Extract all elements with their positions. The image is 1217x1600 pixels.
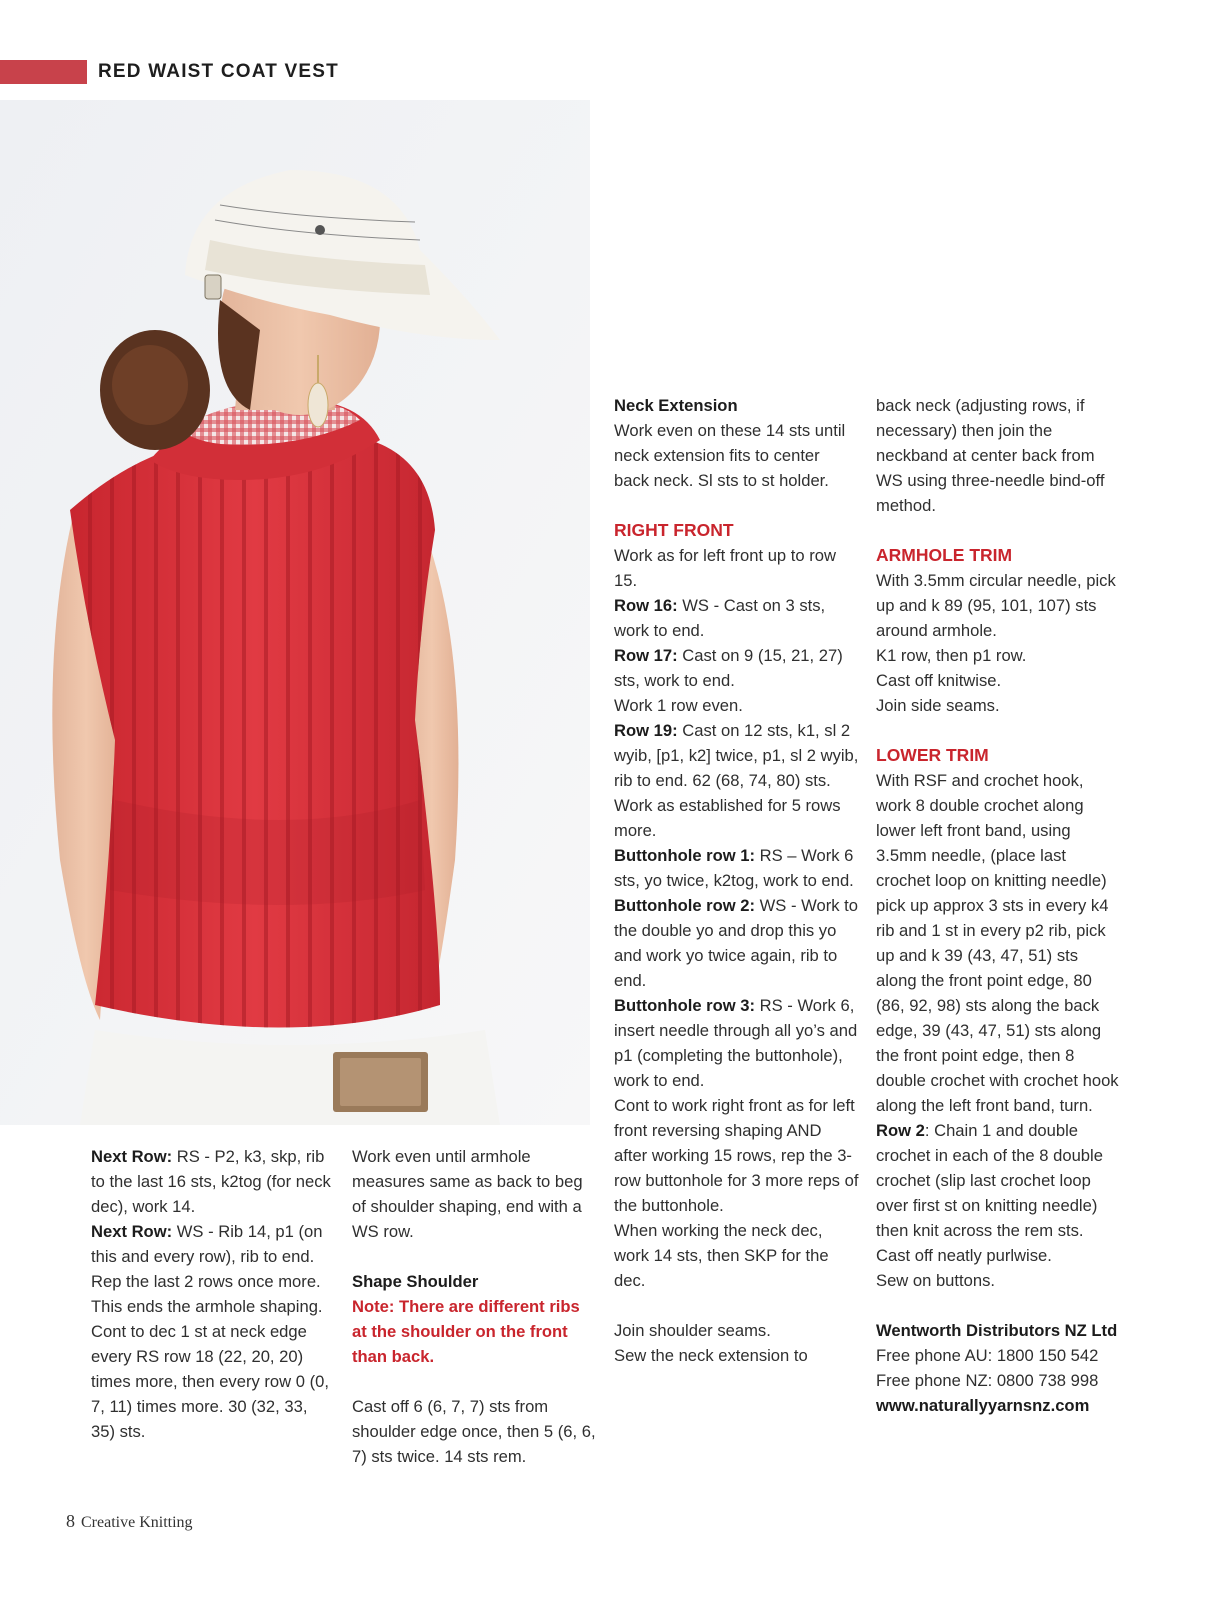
page-footer bbox=[66, 1511, 193, 1532]
paragraph: Buttonhole row 3: RS - Work 6, insert needle through all yo’s and p1 (completing the buttonhole), work to end. bbox=[614, 996, 858, 1090]
shape-shoulder-heading: Shape Shoulder bbox=[352, 1272, 479, 1291]
column-4 bbox=[876, 393, 1121, 1418]
row-label: Row 19: bbox=[614, 721, 678, 740]
phone-au: Free phone AU: 1800 150 542 bbox=[876, 1346, 1099, 1365]
website-link[interactable]: www.naturallyyarnsnz.com bbox=[876, 1396, 1090, 1415]
paragraph: Work 1 row even. bbox=[614, 696, 743, 715]
paragraph: Work even until armhole measures same as back to beg of shoulder shaping, end with a WS row. bbox=[352, 1147, 583, 1241]
paragraph: Work as established for 5 rows more. bbox=[614, 796, 841, 840]
magazine-name: Creative Knitting bbox=[81, 1514, 193, 1531]
paragraph: K1 row, then p1 row. bbox=[876, 646, 1027, 665]
paragraph: With RSF and crochet hook, work 8 double crochet along lower left front band, using 3.5mm needle, (place last crochet loop on knitting needle) pick up approx 3 sts in every k4 rib and 1 st in every p2 rib, pick up and k 39 (43, 47, 51) sts along the front point edge, 80 (86, 92, 98) sts along the back edge, 39 (43, 47, 51) sts along the front point edge, then 8 double crochet with crochet hook along the left front band, turn. bbox=[876, 771, 1119, 1115]
row-label: Next Row: bbox=[91, 1147, 173, 1166]
paragraph: Row 19: Cast on 12 sts, k1, sl 2 wyib, [p1, k2] twice, p1, sl 2 wyib, rib to end. 62 (68, 74, 80) sts. bbox=[614, 721, 859, 790]
column-3 bbox=[614, 393, 859, 1368]
paragraph: When working the neck dec, work 14 sts, then SKP for the dec. bbox=[614, 1221, 829, 1290]
paragraph: With 3.5mm circular needle, pick up and k 89 (95, 101, 107) sts around armhole. bbox=[876, 571, 1116, 640]
row-label: Buttonhole row 2: bbox=[614, 896, 756, 915]
column-1 bbox=[91, 1144, 336, 1444]
paragraph: Work as for left front up to row 15. bbox=[614, 546, 836, 590]
page-number: 8 bbox=[66, 1511, 75, 1531]
paragraph: Buttonhole row 2: WS - Work to the double yo and drop this yo and work yo twice again, rib to end. bbox=[614, 896, 858, 990]
row-label: Row 16: bbox=[614, 596, 678, 615]
note-text: Note: There are different ribs at the shoulder on the front than back. bbox=[352, 1297, 580, 1366]
knitwear-model-photo bbox=[0, 100, 590, 1125]
column-2 bbox=[352, 1144, 597, 1469]
paragraph: back neck (adjusting rows, if necessary) then join the neckband at center back from WS using three-needle bind-off method. bbox=[876, 396, 1105, 515]
paragraph: Row 16: WS - Cast on 3 sts, work to end. bbox=[614, 596, 826, 640]
row-label: Next Row: bbox=[91, 1222, 173, 1241]
paragraph: Rep the last 2 rows once more. This ends the armhole shaping. bbox=[91, 1272, 323, 1316]
paragraph: Join side seams. bbox=[876, 696, 1000, 715]
paragraph: Row 2: Chain 1 and double crochet in each of the 8 double crochet (slip last crochet loop over first st on knitting needle) then knit across the rem sts. bbox=[876, 1121, 1103, 1240]
distributor-name: Wentworth Distributors NZ Ltd bbox=[876, 1321, 1118, 1340]
phone-nz: Free phone NZ: 0800 738 998 bbox=[876, 1371, 1099, 1390]
row-label: Row 17: bbox=[614, 646, 678, 665]
neck-extension-heading: Neck Extension bbox=[614, 396, 738, 415]
paragraph: Cast off 6 (6, 7, 7) sts from shoulder edge once, then 5 (6, 6, 7) sts twice. 14 sts rem. bbox=[352, 1397, 596, 1466]
paragraph: Join shoulder seams. bbox=[614, 1321, 771, 1340]
paragraph: Cast off knitwise. bbox=[876, 671, 1002, 690]
paragraph: Sew the neck extension to bbox=[614, 1346, 808, 1365]
row-label: Buttonhole row 3: bbox=[614, 996, 756, 1015]
paragraph: Cont to dec 1 st at neck edge every RS row 18 (22, 20, 20) times more, then every row 0 (0, 7, 11) times more. 30 (32, 33, 35) sts. bbox=[91, 1322, 329, 1441]
paragraph: Next Row: RS - P2, k3, skp, rib to the last 16 sts, k2tog (for neck dec), work 14. bbox=[91, 1147, 331, 1216]
right-front-heading: RIGHT FRONT bbox=[614, 520, 734, 540]
page-title: RED WAIST COAT VEST bbox=[98, 61, 339, 82]
paragraph: Cast off neatly purlwise. bbox=[876, 1246, 1052, 1265]
row-label: Buttonhole row 1: bbox=[614, 846, 756, 865]
paragraph: Sew on buttons. bbox=[876, 1271, 996, 1290]
paragraph: Next Row: WS - Rib 14, p1 (on this and every row), rib to end. bbox=[91, 1222, 323, 1266]
armhole-trim-heading: ARMHOLE TRIM bbox=[876, 545, 1013, 565]
header-accent-bar bbox=[0, 60, 87, 84]
paragraph: Row 17: Cast on 9 (15, 21, 27) sts, work to end. bbox=[614, 646, 843, 690]
row-label: Row 2 bbox=[876, 1121, 925, 1140]
paragraph: Work even on these 14 sts until neck extension fits to center back neck. Sl sts to st holder. bbox=[614, 421, 846, 490]
paragraph: Buttonhole row 1: RS – Work 6 sts, yo twice, k2tog, work to end. bbox=[614, 846, 854, 890]
paragraph: Cont to work right front as for left front reversing shaping AND after working 15 rows, rep the 3-row buttonhole for 3 more reps of the buttonhole. bbox=[614, 1096, 859, 1215]
lower-trim-heading: LOWER TRIM bbox=[876, 745, 989, 765]
